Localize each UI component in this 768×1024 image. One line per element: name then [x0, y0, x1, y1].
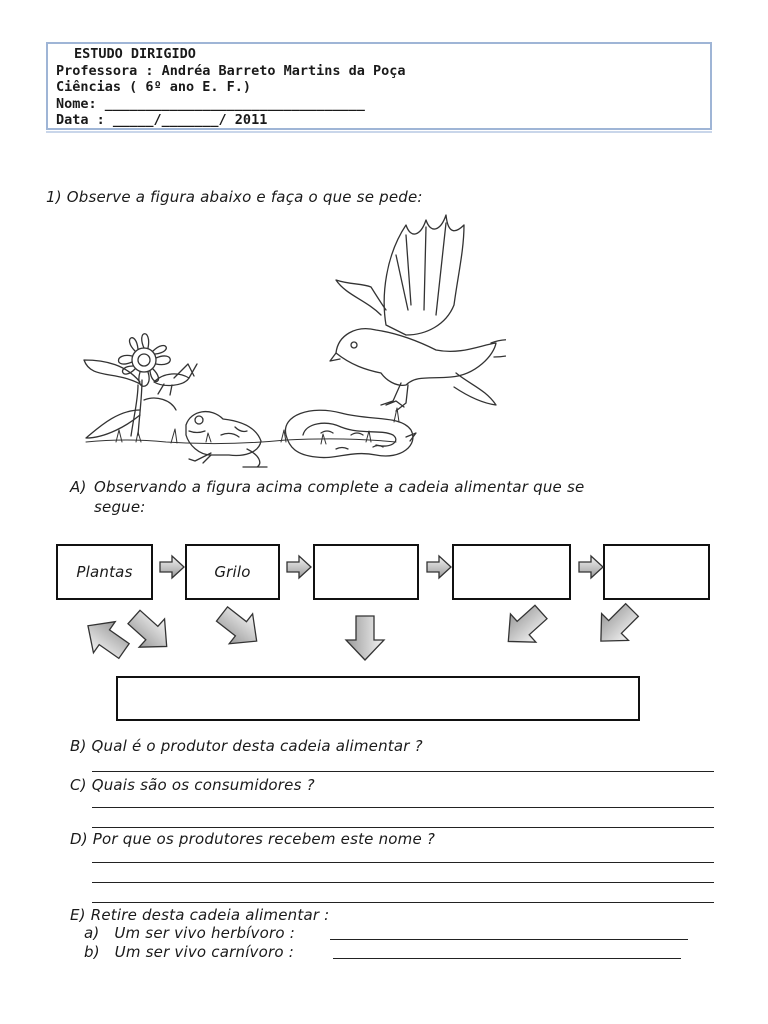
answer-line-e-a[interactable]	[330, 939, 688, 940]
answer-line-d1[interactable]	[92, 862, 714, 863]
chain-box-4[interactable]	[452, 544, 571, 600]
arrow-down-left-1-icon	[496, 598, 554, 656]
chain-box-3[interactable]	[313, 544, 419, 600]
arrow-down-right-2-icon	[210, 599, 268, 656]
teacher-line: Professora : Andréa Barreto Martins da Poça	[56, 62, 406, 79]
subject-line: Ciências ( 6º ano E. F.)	[56, 79, 252, 95]
answer-line-c2[interactable]	[92, 827, 714, 828]
question-1-text: 1) Observe a figura abaixo e faça o que se pede:	[46, 188, 423, 206]
answer-line-b1[interactable]	[92, 771, 714, 772]
chain-box-5[interactable]	[603, 544, 710, 600]
question-c-text: C) Quais são os consumidores ?	[70, 776, 315, 794]
snake-icon	[285, 410, 416, 457]
question-a-label: A)	[70, 478, 87, 496]
chain-arrow-2-icon	[287, 556, 311, 578]
answer-line-d3[interactable]	[92, 902, 714, 903]
arrow-down-icon	[346, 616, 384, 660]
chain-box-1-text: Plantas	[76, 563, 133, 581]
food-chain-illustration	[76, 210, 506, 475]
date-field[interactable]: Data : _____/_______/ 2011	[56, 112, 268, 128]
chain-arrow-3-icon	[427, 556, 451, 578]
frog-icon	[186, 412, 267, 467]
question-b-text: B) Qual é o produtor desta cadeia alimentar ?	[70, 737, 423, 755]
chain-box-2-text: Grilo	[214, 563, 251, 581]
decomposer-box[interactable]	[116, 676, 640, 721]
chain-arrow-4-icon	[579, 556, 603, 578]
header-divider	[46, 131, 712, 133]
arrow-down-left-2-icon	[587, 597, 645, 655]
header-box	[46, 42, 712, 130]
question-a	[70, 477, 700, 517]
worksheet-title: ESTUDO DIRIGIDO	[74, 46, 196, 62]
name-field[interactable]: Nome: ________________________________	[56, 95, 365, 112]
chain-box-1[interactable]	[56, 544, 153, 600]
answer-line-d2[interactable]	[92, 882, 714, 883]
question-a-text-1: Observando a figura acima complete a cadeia alimentar que se	[94, 478, 585, 496]
question-a-text-2: segue:	[94, 498, 146, 516]
arrow-up-left-icon	[77, 610, 135, 666]
answer-line-c1[interactable]	[92, 807, 714, 808]
question-d-text: D) Por que os produtores recebem este nome ?	[70, 830, 436, 848]
grasshopper-icon	[154, 364, 197, 395]
question-e-b-text: b) Um ser vivo carnívoro :	[84, 943, 294, 961]
chain-box-2[interactable]	[185, 544, 280, 600]
answer-line-e-b[interactable]	[333, 958, 681, 959]
question-e-a-text: a) Um ser vivo herbívoro :	[84, 924, 295, 942]
chain-arrow-1-icon	[160, 556, 184, 578]
arrow-down-right-1-icon	[121, 603, 179, 661]
eagle-icon	[330, 215, 506, 411]
question-e-text: E) Retire desta cadeia alimentar :	[70, 906, 330, 924]
